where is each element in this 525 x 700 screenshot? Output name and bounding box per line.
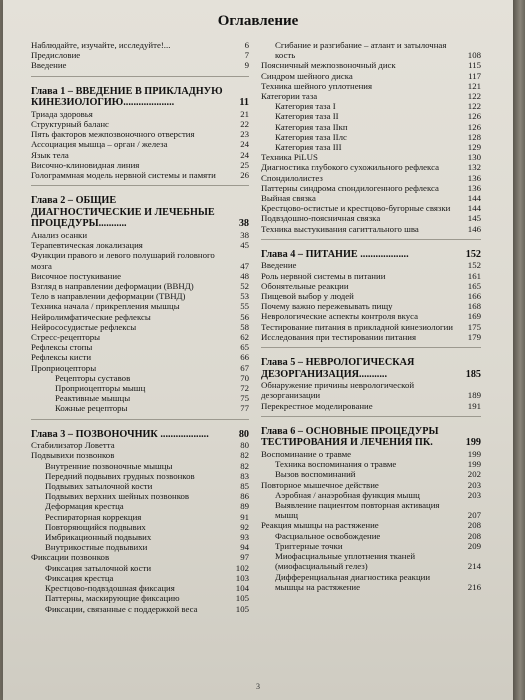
toc-entry-title: Паттерны, маскирующие фиксацию (45, 593, 180, 604)
toc-page-number: 129 (467, 142, 481, 153)
toc-entry-title: Предисловие (31, 50, 81, 61)
toc-page-number: 144 (467, 203, 481, 214)
toc-entry-title: Техника PiLUS (261, 152, 318, 163)
toc-page-number: 26 (240, 170, 249, 181)
toc-entry (261, 173, 481, 183)
toc-entry (261, 260, 481, 270)
toc-entry (31, 271, 249, 281)
toc-entry-title: Выйная связка (261, 193, 316, 204)
section-divider (31, 419, 249, 420)
toc-entry (261, 91, 481, 101)
toc-entry-title: Категория таза II (275, 111, 339, 122)
toc-entry-title: Спондилолистез (261, 172, 323, 183)
toc-entry (261, 122, 481, 132)
toc-entry (261, 132, 481, 142)
toc-entry-title: Нейрососудистые рефлексы (31, 321, 137, 332)
toc-entry (261, 322, 481, 332)
toc-entry-title: Крестцово-подвздошная фиксация (45, 583, 175, 594)
toc-chapter-heading (31, 195, 249, 230)
toc-page-number: 85 (240, 481, 249, 492)
toc-entry (31, 461, 249, 471)
toc-entry-title: Рецепторы суставов (55, 372, 131, 383)
toc-page-number: 203 (467, 479, 481, 490)
toc-entry-title: Проприоцепторы мышц (55, 383, 146, 394)
toc-entry (261, 111, 481, 121)
toc-entry-title: Подвывихи позвонков (31, 450, 115, 461)
toc-entry-title: Фиксации позвонков (31, 552, 110, 563)
toc-entry-title: Глава 2 – ОБЩИЕ ДИАГНОСТИЧЕСКИЕ И ЛЕЧЕБНЫЕ ПРОЦЕДУРЫ........... (31, 195, 215, 230)
toc-entry-title: Роль нервной системы в питании (261, 270, 386, 281)
toc-page-number: 108 (467, 50, 481, 61)
toc-entry (261, 469, 481, 479)
toc-entry-title: Пищевой выбор у людей (261, 291, 354, 302)
toc-chapter-heading (261, 357, 481, 380)
toc-page-number: 11 (239, 97, 249, 109)
toc-page-number: 6 (244, 40, 249, 50)
toc-entry-title: Триггерные точки (275, 540, 343, 551)
toc-page-number: 203 (467, 489, 481, 500)
toc-page-number: 62 (240, 332, 249, 343)
toc-entry (261, 401, 481, 411)
toc-page-number: 199 (467, 449, 481, 460)
toc-page-number: 80 (238, 428, 249, 440)
toc-entry-title: Категории таза (261, 91, 318, 102)
toc-entry (31, 481, 249, 491)
toc-page-number: 82 (240, 450, 249, 461)
toc-entry (261, 162, 481, 172)
toc-entry-title: Структурный баланс (31, 119, 109, 129)
toc-entry-title: Сгибание и разгибание – атлант и затылочная кость (275, 40, 447, 61)
toc-page-number: 122 (467, 101, 481, 112)
toc-page-number: 166 (467, 291, 481, 302)
toc-entry-title: Крестцово-остистые и крестцово-бугорные связки (261, 203, 451, 214)
toc-entry-title: Ассоциация мышца – орган / железа (31, 139, 168, 150)
toc-entry-title: Неврологические аспекты контроля вкуса (261, 311, 419, 322)
toc-page-number: 209 (467, 540, 481, 551)
toc-entry-title: Введение (31, 60, 67, 71)
toc-entry-title: Фиксации, связанные с поддержкой веса (45, 603, 198, 614)
toc-entry (31, 383, 249, 393)
toc-entry-title: Почему важно пережевывать пищу (261, 301, 393, 312)
toc-entry (31, 60, 249, 70)
toc-entry-title: Подвздошно-поясничная связка (261, 213, 381, 224)
toc-page-number: 97 (240, 552, 249, 563)
toc-page-number: 169 (467, 311, 481, 322)
toc-entry-title: Терапевтическая локализация (31, 240, 143, 251)
page-title: Оглавление (217, 13, 299, 29)
toc-page-number: 75 (240, 393, 249, 404)
toc-page-number: 55 (240, 301, 249, 312)
toc-entry-title: Глава 4 – ПИТАНИЕ ................... (261, 248, 409, 260)
toc-page-number: 94 (240, 542, 249, 553)
toc-page-number: 117 (468, 70, 481, 81)
toc-page-number: 66 (240, 352, 249, 363)
toc-page-number: 104 (235, 583, 249, 594)
toc-page-number: 208 (467, 520, 481, 531)
toc-entry-title: Паттерны синдрома спондилогенного рефлекса (261, 182, 439, 193)
toc-page-number: 77 (240, 403, 249, 414)
toc-entry (261, 500, 481, 520)
toc-page-number: 191 (467, 400, 481, 411)
toc-page-number: 207 (467, 510, 481, 521)
toc-page-number: 145 (467, 213, 481, 224)
toc-entry (31, 160, 249, 170)
toc-chapter-heading (261, 249, 481, 261)
toc-entry (261, 520, 481, 530)
toc-page-number: 91 (240, 511, 249, 522)
toc-entry-title: Синдром шейного диска (261, 70, 353, 81)
toc-entry-title: Стабилизатор Ловетта (31, 440, 115, 451)
toc-entry-title: Введение (261, 260, 297, 271)
toc-page-number: 47 (240, 260, 249, 271)
toc-page-number: 144 (467, 193, 481, 204)
toc-entry (31, 491, 249, 501)
toc-entry (31, 532, 249, 542)
toc-entry-title: Повторное мышечное действие (261, 479, 379, 490)
toc-page-number: 9 (244, 60, 249, 71)
toc-entry-title: Категория таза III (275, 142, 342, 153)
toc-entry (31, 542, 249, 552)
toc-page-number: 23 (240, 129, 249, 140)
toc-entry (261, 291, 481, 301)
toc-page-number: 92 (240, 521, 249, 532)
toc-entry (31, 301, 249, 311)
toc-entry-title: Диагностика глубокого сухожильного рефлекса (261, 162, 440, 173)
toc-page-number: 52 (240, 281, 249, 292)
toc-entry (261, 281, 481, 291)
toc-entry-title: Тело в направлении деформации (ТВНД) (31, 291, 186, 302)
toc-page-number: 126 (467, 111, 481, 122)
toc-page-number: 208 (467, 530, 481, 541)
toc-page-number: 130 (467, 152, 481, 163)
toc-entry-title: Вызов воспоминаний (275, 469, 356, 480)
toc-entry (31, 363, 249, 373)
toc-entry (261, 380, 481, 400)
toc-entry (31, 440, 249, 450)
toc-entry-title: Проприоцепторы (31, 362, 97, 373)
toc-page-number: 161 (467, 270, 481, 281)
toc-page-number: 136 (467, 172, 481, 183)
toc-entry-title: Анализ осанки (31, 230, 88, 240)
toc-entry (31, 50, 249, 60)
toc-page-number: 86 (240, 491, 249, 502)
toc-page-number: 24 (240, 139, 249, 150)
toc-entry-title: Подвывих верхних шейных позвонков (45, 491, 190, 502)
toc-entry (31, 129, 249, 139)
toc-entry-title: Техника выстукивания сагиттального шва (261, 223, 419, 234)
toc-entry (261, 40, 481, 60)
toc-entry-title: Реактивные мышцы (55, 393, 131, 404)
toc-entry (31, 281, 249, 291)
toc-entry (261, 551, 481, 571)
toc-entry-title: Повторяющийся подвывих (45, 521, 146, 532)
toc-entry (31, 230, 249, 240)
toc-entry (31, 593, 249, 603)
toc-entry (261, 71, 481, 81)
toc-entry-title: Рефлексы стопы (31, 342, 93, 353)
toc-entry-title: Стресс-рецепторы (31, 332, 101, 343)
toc-entry (261, 449, 481, 459)
toc-page-number: 179 (467, 331, 481, 342)
section-divider (261, 239, 481, 240)
toc-entry (261, 541, 481, 551)
toc-entry-title: Категория таза I (275, 101, 336, 112)
toc-page-number: 89 (240, 501, 249, 512)
section-divider (31, 185, 249, 186)
toc-page-number: 38 (240, 230, 249, 240)
toc-page-number: 65 (240, 342, 249, 353)
toc-entry (31, 501, 249, 511)
toc-entry (31, 373, 249, 383)
toc-page-number: 216 (467, 581, 481, 592)
toc-entry-title: Наблюдайте, изучайте, исследуйте!... (31, 40, 171, 50)
toc-entry (31, 332, 249, 342)
toc-entry-title: Тестирование питания в прикладной кинезиологии (261, 321, 454, 332)
toc-entry (261, 480, 481, 490)
toc-entry (261, 572, 481, 592)
toc-entry (31, 471, 249, 481)
toc-entry (261, 311, 481, 321)
toc-entry-title: Имбрикационный подвывих (45, 532, 152, 543)
toc-right-column (261, 40, 481, 592)
toc-page-number: 115 (468, 60, 481, 71)
toc-entry (261, 459, 481, 469)
toc-entry (261, 301, 481, 311)
toc-entry-title: Выявление пациентом повторная активация мышц (275, 500, 440, 521)
toc-page-number: 121 (467, 80, 481, 91)
toc-entry-title: Височно-клиновидная линия (31, 159, 140, 170)
toc-entry (31, 170, 249, 180)
toc-entry-title: Глава 1 – ВВЕДЕНИЕ В ПРИКЛАДНУЮ КИНЕЗИОЛОГИЮ.................... (31, 85, 223, 109)
toc-entry (261, 271, 481, 281)
toc-entry-title: Нейролимфатические рефлексы (31, 311, 151, 322)
toc-entry (31, 150, 249, 160)
toc-page-number: 165 (467, 280, 481, 291)
toc-page-number: 122 (467, 91, 481, 102)
section-divider (31, 76, 249, 77)
section-divider (261, 416, 481, 417)
toc-page-number: 83 (240, 470, 249, 481)
toc-entry (261, 81, 481, 91)
toc-entry-title: Височное постукивание (31, 270, 121, 281)
toc-page-number: 126 (467, 121, 481, 132)
toc-entry-title: Поясничный межпозвоночный диск (261, 60, 396, 71)
toc-entry-title: Глава 5 – НЕВРОЛОГИЧЕСКАЯ ДЕЗОРГАНИЗАЦИЯ........... (261, 357, 415, 380)
toc-entry-title: Передний подвывих грудных позвонков (45, 470, 195, 481)
toc-entry-title: Техника воспоминания о травме (275, 459, 397, 470)
toc-entry (31, 352, 249, 362)
page-number: 3 (256, 682, 260, 691)
toc-entry (261, 152, 481, 162)
toc-entry (31, 393, 249, 403)
toc-page-number: 136 (467, 182, 481, 193)
toc-page-number: 21 (240, 108, 249, 119)
toc-entry-title: Триада здоровья (31, 108, 93, 119)
toc-page-number: 152 (465, 248, 481, 260)
toc-page-number: 189 (467, 390, 481, 401)
toc-entry-title: Аэробная / анаэробная функция мышц (275, 489, 420, 500)
toc-entry-title: Голограммная модель нервной системы и памяти (31, 170, 216, 181)
toc-page-number: 103 (235, 572, 249, 583)
toc-page-number: 22 (240, 119, 249, 129)
toc-chapter-heading (31, 429, 249, 441)
toc-entry (31, 403, 249, 413)
toc-page-number: 175 (467, 321, 481, 332)
toc-page-number: 45 (240, 240, 249, 251)
toc-entry (261, 332, 481, 342)
toc-entry (31, 512, 249, 522)
toc-entry-title: Техника шейного уплотнения (261, 80, 373, 91)
toc-page-number: 128 (467, 131, 481, 142)
toc-chapter-heading (31, 86, 249, 109)
toc-entry-title: Категория таза IIкп (275, 121, 348, 132)
toc-page-number: 185 (465, 368, 481, 380)
toc-entry-title: Внутрикостные подвывихи (45, 542, 148, 553)
toc-page-number: 132 (467, 162, 481, 173)
toc-entry-title: Подвывих затылочной кости (45, 481, 153, 492)
toc-entry (261, 60, 481, 70)
toc-entry-title: Кожные рецепторы (55, 403, 128, 414)
toc-entry-title: Фиксация затылочной кости (45, 562, 152, 573)
toc-chapter-heading (261, 426, 481, 449)
toc-page-number: 80 (240, 440, 249, 451)
toc-entry-title: Реакция мышцы на растяжение (261, 520, 379, 531)
toc-page-number: 70 (240, 372, 249, 383)
toc-entry-title: Глава 3 – ПОЗВОНОЧНИК ................... (31, 428, 209, 440)
section-divider (261, 347, 481, 348)
toc-entry-title: Техника начала / прикрепления мышцы (31, 301, 180, 312)
toc-entry-title: Исследования при тестировании питания (261, 331, 417, 342)
toc-page-number: 38 (238, 218, 249, 230)
toc-entry-title: Внутренние позвоночные мышцы (45, 460, 173, 471)
toc-page-number: 53 (240, 291, 249, 302)
toc-page-number: 152 (467, 260, 481, 271)
toc-entry-title: Обнаружение причины неврологической дезорганизации (261, 380, 415, 401)
toc-page-number: 48 (240, 270, 249, 281)
toc-entry (31, 450, 249, 460)
toc-page-number: 199 (467, 459, 481, 470)
toc-page-number: 24 (240, 149, 249, 160)
toc-entry-title: Перекрестное моделирование (261, 400, 373, 411)
toc-left-column (31, 40, 249, 614)
toc-entry (31, 322, 249, 332)
document-page (3, 0, 513, 700)
toc-entry (261, 213, 481, 223)
toc-entry (261, 142, 481, 152)
toc-entry (31, 139, 249, 149)
toc-entry (31, 552, 249, 562)
toc-entry-title: Дифференциальная диагностика реакции мышцы на растяжение (275, 571, 431, 592)
toc-entry (261, 203, 481, 213)
toc-entry (31, 240, 249, 250)
toc-entry-title: Фиксация крестца (45, 572, 114, 583)
toc-entry (31, 109, 249, 119)
toc-page-number: 102 (235, 562, 249, 573)
toc-entry (261, 531, 481, 541)
toc-page-number: 93 (240, 532, 249, 543)
toc-page-number: 214 (467, 561, 481, 572)
toc-entry (261, 193, 481, 203)
toc-page-number: 168 (467, 301, 481, 312)
toc-page-number: 199 (465, 437, 481, 449)
toc-entry-title: Обонятельные реакции (261, 280, 349, 291)
toc-page-number: 82 (240, 460, 249, 471)
toc-page-number: 202 (467, 469, 481, 480)
toc-entry (31, 250, 249, 270)
toc-entry-title: Пять факторов межпозвоночного отверстия (31, 129, 195, 140)
toc-entry-title: Фасциальное освобождение (275, 530, 381, 541)
toc-entry (261, 101, 481, 111)
toc-entry (261, 224, 481, 234)
toc-page-number: 25 (240, 159, 249, 170)
toc-entry-title: Миофасциальные уплотнения тканей (миофасциальный гелез) (275, 551, 416, 572)
toc-entry-title: Язык тела (31, 149, 69, 160)
toc-entry (31, 312, 249, 322)
toc-page-number: 105 (235, 593, 249, 604)
toc-entry (261, 490, 481, 500)
toc-entry-title: Воспоминание о травме (261, 449, 352, 460)
toc-entry (31, 291, 249, 301)
toc-entry (31, 119, 249, 129)
binder-edge (513, 0, 525, 700)
toc-entry (31, 604, 249, 614)
toc-entry (31, 342, 249, 352)
toc-entry (31, 40, 249, 50)
toc-page-number: 105 (235, 603, 249, 614)
toc-entry-title: Функции правого и левого полушарий головного мозга (31, 250, 215, 271)
toc-entry (261, 183, 481, 193)
toc-page-number: 7 (244, 50, 249, 61)
toc-entry-title: Респираторная коррекция (45, 511, 142, 522)
toc-page-number: 67 (240, 362, 249, 373)
toc-page-number: 56 (240, 311, 249, 322)
toc-entry-title: Категория таза IIлс (275, 131, 347, 142)
toc-page-number: 72 (240, 383, 249, 394)
toc-page-number: 146 (467, 223, 481, 234)
toc-entry-title: Взгляд в направлении деформации (ВВНД) (31, 281, 194, 292)
toc-entry-title: Рефлексы кисти (31, 352, 92, 363)
toc-entry (31, 563, 249, 573)
toc-entry (31, 522, 249, 532)
toc-entry (31, 573, 249, 583)
toc-entry-title: Глава 6 – ОСНОВНЫЕ ПРОЦЕДУРЫ ТЕСТИРОВАНИЯ И ЛЕЧЕНИЯ ПК. (261, 425, 439, 449)
toc-entry (31, 583, 249, 593)
toc-page-number: 58 (240, 321, 249, 332)
toc-entry-title: Деформация крестца (45, 501, 124, 512)
